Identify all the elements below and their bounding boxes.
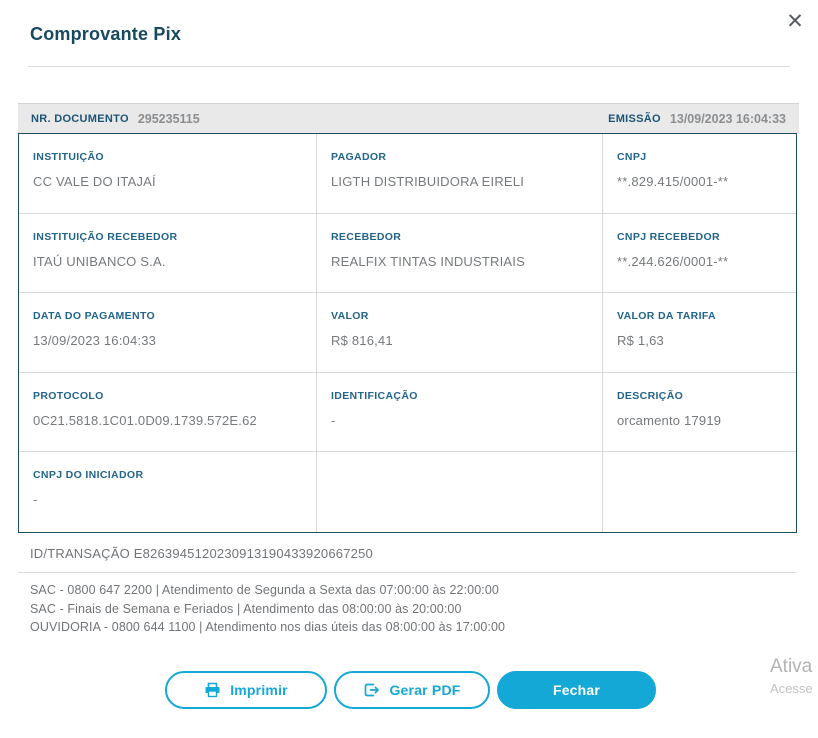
cell-valor-tarifa (603, 293, 796, 373)
windows-activation-watermark (770, 656, 818, 696)
file-export-icon (363, 682, 380, 698)
cell-pagador (317, 134, 603, 214)
print-button-label: Imprimir (230, 682, 288, 698)
field-label: INSTITUIÇÃO (33, 151, 104, 163)
field-value: CC VALE DO ITAJAÍ (33, 174, 156, 189)
cell-instituicao (19, 134, 317, 214)
field-value: 0C21.5818.1C01.0D09.1739.572E.62 (33, 412, 257, 428)
emission-value: 13/09/2023 16:04:33 (669, 111, 786, 126)
field-value: R$ 816,41 (331, 333, 393, 348)
support-line-sac-weekdays: SAC - 0800 647 2200 | Atendimento de Segunda a Sexta das 07:00:00 às 22:00:00 (30, 583, 499, 597)
field-value: - (33, 492, 38, 507)
support-line-ouvidoria: OUVIDORIA - 0800 644 1100 | Atendimento nos dias úteis das 08:00:00 às 17:00:00 (30, 620, 506, 634)
field-value: R$ 1,63 (617, 333, 664, 348)
field-label: PAGADOR (331, 151, 387, 163)
cell-instituicao-recebedor (19, 214, 317, 294)
field-label: INSTITUIÇÃO RECEBEDOR (33, 230, 178, 243)
generate-pdf-button-label: Gerar PDF (389, 682, 461, 698)
cell-empty (317, 452, 603, 532)
field-value: **.829.415/0001-** (617, 174, 729, 189)
receipt-table (18, 133, 797, 533)
cell-data-pagamento (19, 293, 317, 373)
support-info (30, 581, 505, 637)
emission-group (608, 112, 786, 126)
cell-protocolo (19, 373, 317, 453)
field-value: - (331, 412, 336, 428)
cell-identificacao (317, 373, 603, 453)
field-label: PROTOCOLO (33, 389, 104, 402)
cell-cnpj (603, 134, 796, 214)
field-value: orcamento 17919 (617, 412, 722, 428)
watermark-line1: Ativa (770, 656, 813, 677)
close-modal-button-label: Fechar (552, 682, 601, 698)
cell-descricao (603, 373, 796, 453)
cell-valor (317, 293, 603, 373)
field-value: LIGTH DISTRIBUIDORA EIRELI (331, 174, 525, 189)
field-label: VALOR (331, 310, 369, 322)
field-label: RECEBEDOR (331, 230, 402, 243)
document-number-label: NR. DOCUMENTO (31, 112, 129, 125)
field-label: VALOR DA TARIFA (617, 310, 716, 322)
document-number-value: 295235115 (137, 111, 200, 126)
emission-label: EMISSÃO (608, 112, 661, 125)
field-label: CNPJ (617, 151, 647, 163)
transaction-id: ID/TRANSAÇÃO E8263945120230913190433920667250 (30, 546, 373, 561)
title-divider (28, 66, 790, 67)
field-value: ITAÚ UNIBANCO S.A. (33, 253, 166, 269)
field-value: 13/09/2023 16:04:33 (33, 333, 157, 348)
cell-cnpj-recebedor (603, 214, 796, 294)
field-value: REALFIX TINTAS INDUSTRIAIS (331, 253, 525, 269)
printer-icon (204, 682, 221, 698)
close-modal-button[interactable] (497, 671, 656, 709)
document-header-bar (18, 103, 799, 133)
field-value: **.244.626/0001-** (617, 253, 729, 269)
print-button[interactable] (165, 671, 327, 709)
generate-pdf-button[interactable] (334, 671, 490, 709)
cell-cnpj-iniciador (19, 452, 317, 532)
document-number-group (31, 112, 200, 126)
watermark-line2: Acesse (770, 681, 813, 696)
field-label: IDENTIFICAÇÃO (331, 389, 418, 402)
support-line-sac-weekends: SAC - Finais de Semana e Feriados | Atendimento das 08:00:00 às 20:00:00 (30, 601, 462, 616)
field-label: CNPJ DO INICIADOR (33, 469, 144, 481)
cell-recebedor (317, 214, 603, 294)
field-label: DATA DO PAGAMENTO (33, 310, 156, 322)
close-icon[interactable]: ✕ (782, 8, 808, 34)
page-title: Comprovante Pix (30, 24, 182, 44)
transaction-divider (18, 572, 797, 573)
field-label: CNPJ RECEBEDOR (617, 230, 720, 243)
action-buttons (165, 671, 656, 709)
field-label: DESCRIÇÃO (617, 389, 684, 402)
cell-empty (603, 452, 796, 532)
